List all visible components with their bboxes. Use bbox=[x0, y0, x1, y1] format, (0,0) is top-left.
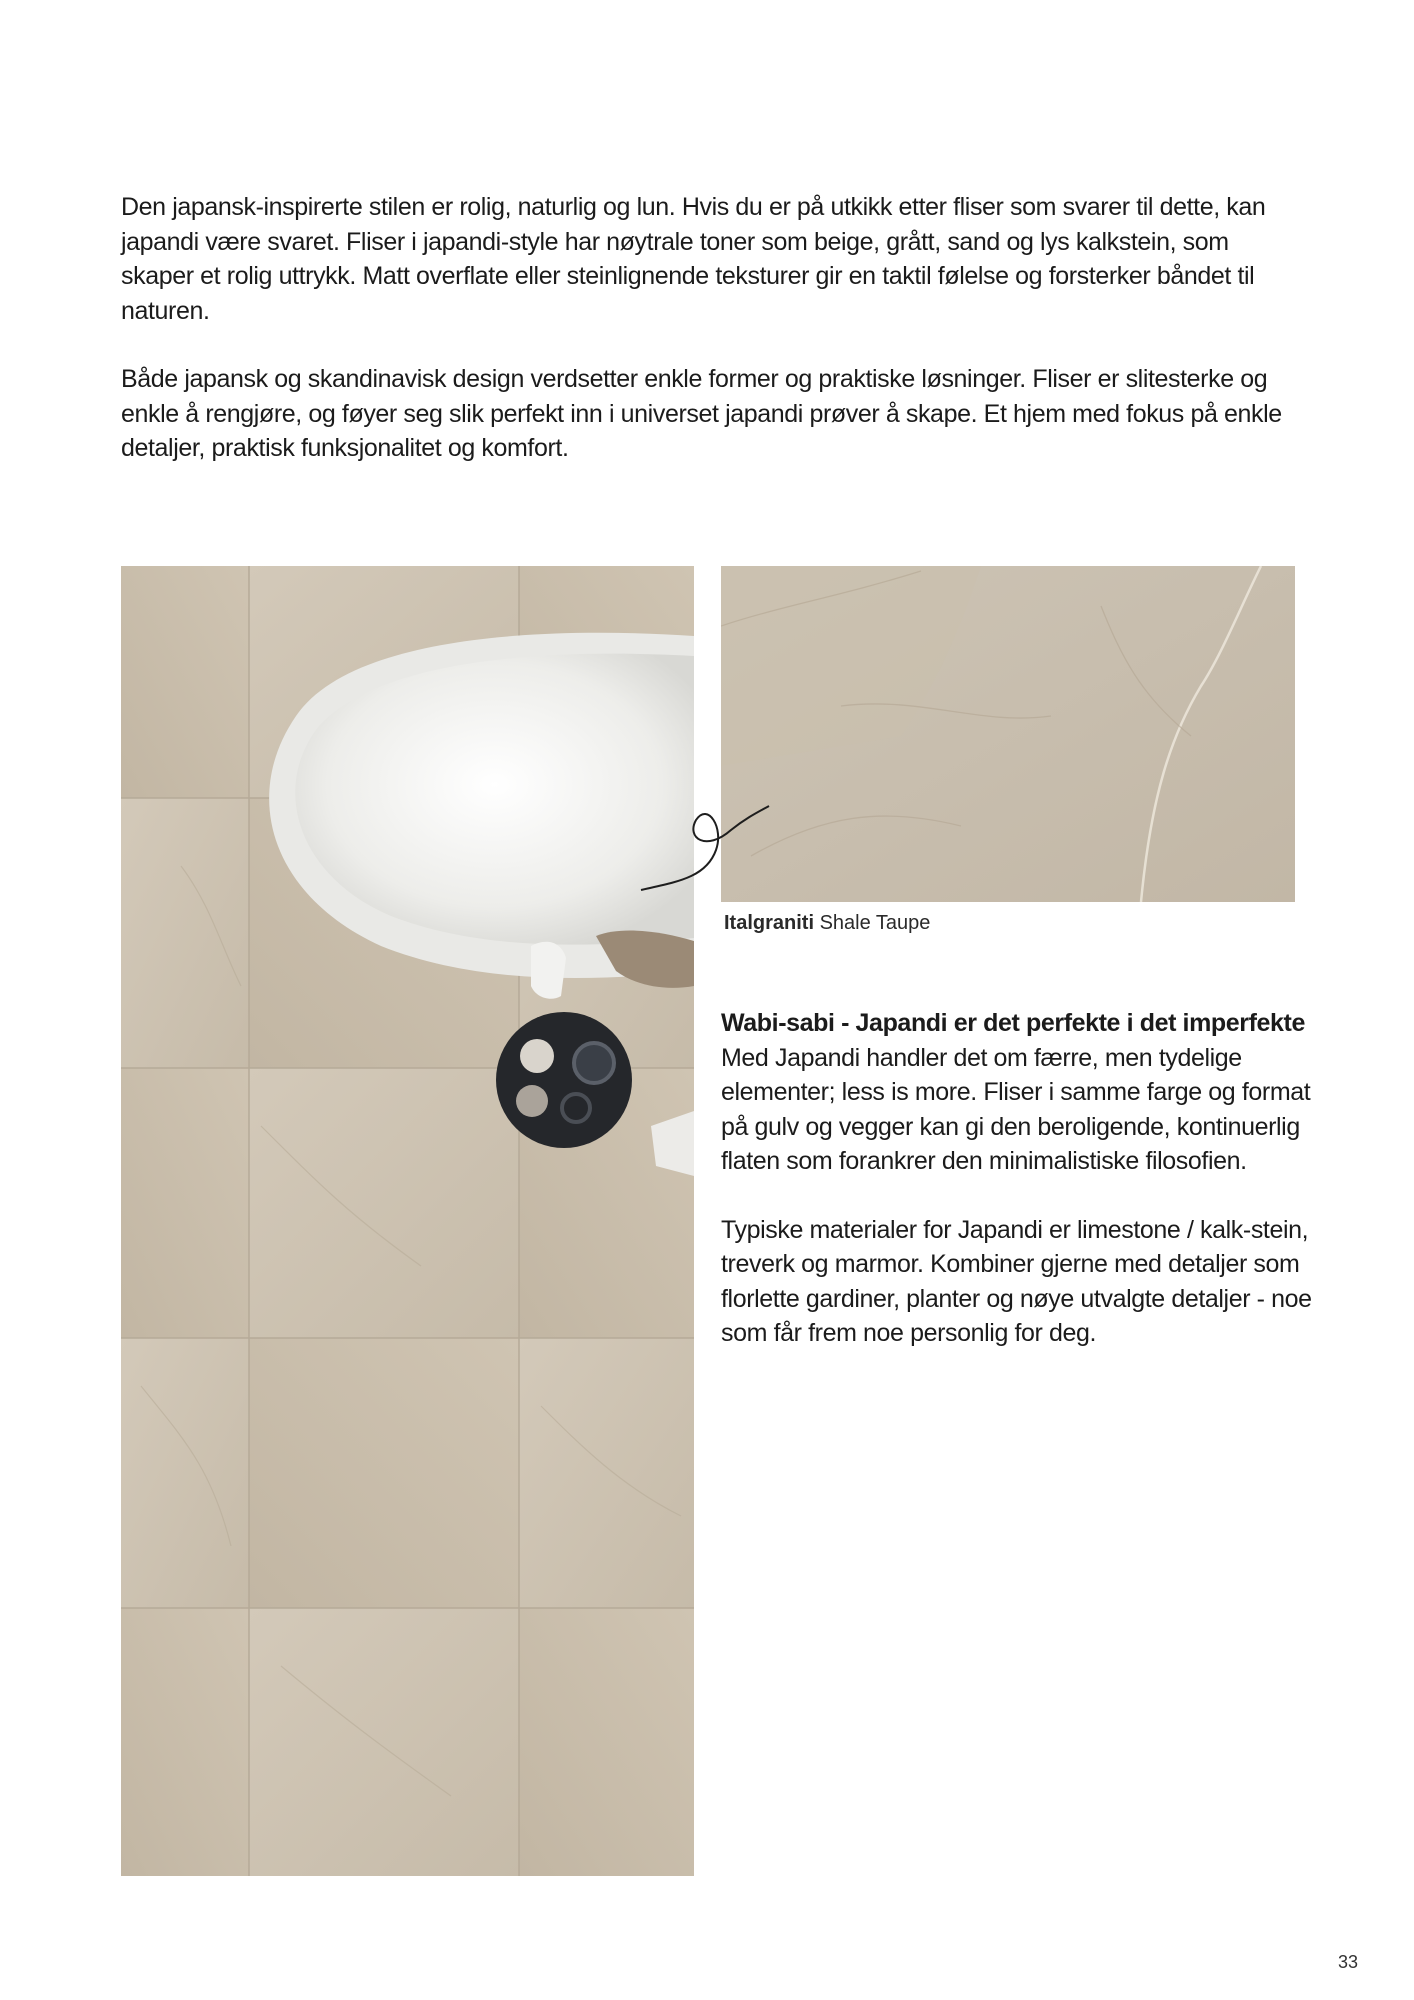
photo-caption bbox=[724, 910, 1024, 936]
caption-brand: Italgraniti bbox=[724, 912, 815, 934]
bathroom-floor-illustration bbox=[121, 566, 694, 1876]
decorative-squiggle-icon bbox=[636, 790, 776, 900]
intro-paragraph-1: Den japansk-inspirerte stilen er rolig, naturlig og lun. Hvis du er på utkikk etter fliser som svarer til dette, kan japandi være svaret. Fliser i japandi-style har nøytrale toner som beige, grått, sand og lys kalkstein, som skaper et rolig uttrykk. Matt overflate eller steinlignende teksturer gir en taktil følelse og forsterker båndet til naturen. bbox=[121, 193, 1266, 325]
tile-closeup-photo bbox=[721, 566, 1295, 902]
article-paragraph-1: Med Japandi handler det om færre, men tydelige elementer; less is more. Fliser i samme farge og format på gulv og vegger kan gi den beroligende, kontinuerlig flaten som forankrer den minimalistiske filosofien. bbox=[721, 1043, 1311, 1175]
article-paragraph-2: Typiske materialer for Japandi er limestone / kalk-stein, treverk og marmor. Kombiner gjerne med detaljer som florlette gardiner, planter og nøye utvalgte detaljer - noe som får frem noe personlig for deg. bbox=[721, 1215, 1312, 1347]
article-text bbox=[721, 1006, 1321, 1385]
article-heading: Wabi-sabi - Japandi er det perfekte i det imperfekte bbox=[721, 1009, 1305, 1037]
page-number: 33 bbox=[1338, 1952, 1359, 1972]
caption-product: Shale Taupe bbox=[819, 912, 931, 934]
bathroom-floor-photo bbox=[121, 566, 694, 1876]
intro-paragraph-2: Både japansk og skandinavisk design verdsetter enkle former og praktiske løsninger. Fliser er slitesterke og enkle å rengjøre, og føyer seg slik perfekt inn i universet japandi prøver å skape. Et hjem med fokus på enkle detaljer, praktisk funksjonalitet og komfort. bbox=[121, 365, 1282, 462]
intro-text bbox=[121, 190, 1301, 500]
tile-texture-illustration bbox=[721, 566, 1295, 902]
